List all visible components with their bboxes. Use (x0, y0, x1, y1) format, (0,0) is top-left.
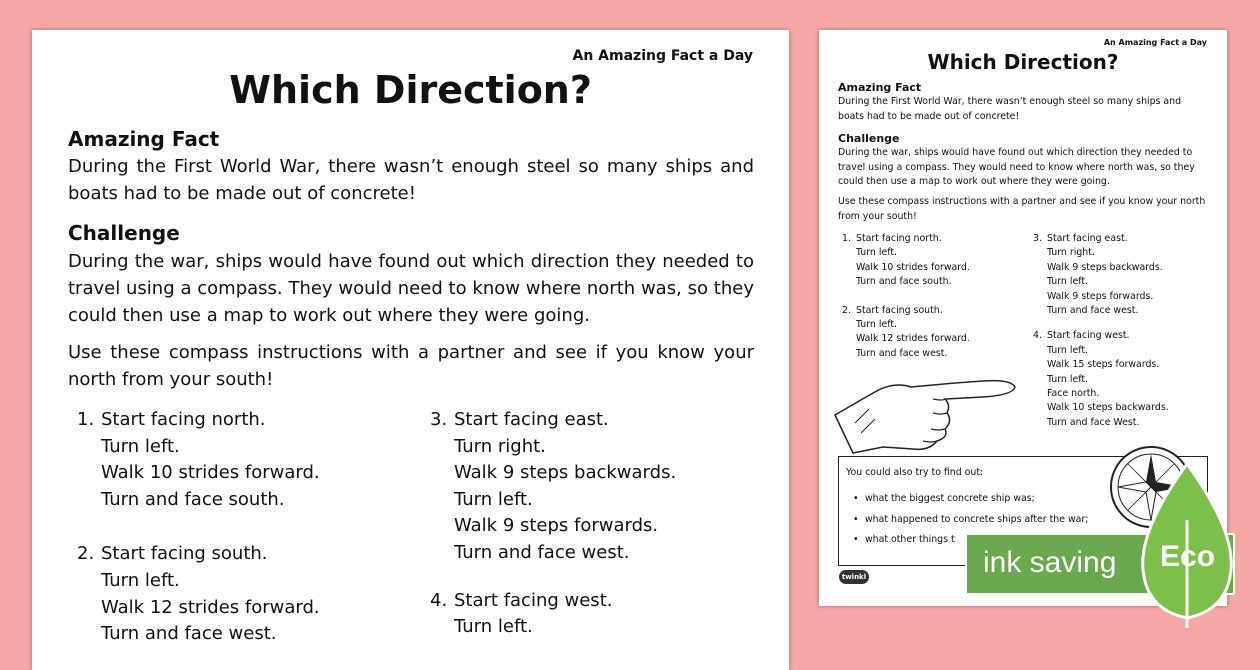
fact-text: During the First World War, there wasn’t enough steel so many ships and boats had to be made out of concrete! (838, 96, 1182, 122)
find-out-intro: You could also try to find out: (846, 467, 984, 478)
fact-text: During the First World War, there wasn’t enough steel so many ships and boats had to be made out of concrete! (68, 156, 754, 204)
step-item: 3. Start facing east. Turn right. Walk 9 steps backwards. Turn left. Walk 9 steps forwards. Turn and face west. (430, 409, 677, 563)
steps-column-right (422, 407, 676, 641)
page-title: Which Direction? (229, 68, 592, 112)
challenge-heading: Challenge (838, 132, 900, 145)
challenge-text: During the war, ships would have found out which direction they needed to travel using a compass. They would need to know where north was, so they could then use a map to work out where they were going. (68, 251, 754, 326)
challenge-heading: Challenge (68, 221, 180, 245)
step-item: 2. Start facing south. Turn left. Walk 12 strides forward. Turn and face west. (842, 304, 970, 359)
worksheet-page-large (32, 30, 789, 670)
series-label: An Amazing Fact a Day (1103, 38, 1207, 47)
page-title: Which Direction? (927, 50, 1119, 74)
twinkl-logo: twinkl (839, 570, 869, 584)
challenge-text: During the war, ships would have found out which direction they needed to travel using a compass. They would need to know where north was, so they could then use a map to work out where they were going. (838, 147, 1195, 187)
step-item: 2. Start facing south. Turn left. Walk 12 strides forward. Turn and face west. (77, 543, 320, 645)
series-label: An Amazing Fact a Day (572, 48, 753, 64)
steps-column-left (838, 232, 970, 361)
step-item: 4. Start facing west. Turn left. (430, 589, 613, 638)
eco-label: Eco (1160, 540, 1216, 573)
list-item: • what happened to concrete ships after the war; (845, 510, 1088, 531)
step-item: 4. Start facing west. Turn left. Walk 15 steps forwards. Turn left. Face north. Walk 10 steps backwards. Turn and face West. (1033, 330, 1169, 428)
instructions-text: Use these compass instructions with a partner and see if you know your north from your south! (838, 196, 1206, 222)
pointing-hand-icon (833, 375, 1023, 455)
fact-heading: Amazing Fact (838, 81, 922, 94)
steps-column-left (69, 407, 320, 648)
step-item: 3. Start facing east. Turn right. Walk 9 steps backwards. Turn left. Walk 9 steps forwards. Turn and face west. (1033, 233, 1163, 317)
step-item: 1. Start facing north. Turn left. Walk 10 strides forward. Turn and face south. (77, 409, 320, 510)
list-item: • what the biggest concrete ship was; (845, 489, 1088, 510)
instructions-text: Use these compass instructions with a partner and see if you know your north from your south! (68, 342, 754, 390)
ink-saving-badge: ink saving (965, 533, 1235, 595)
fact-heading: Amazing Fact (68, 127, 220, 151)
step-item: 1. Start facing north. Turn left. Walk 10 strides forward. Turn and face south. (842, 233, 970, 288)
list-item: • what other things t (845, 530, 1088, 551)
steps-column-right (1029, 232, 1169, 430)
